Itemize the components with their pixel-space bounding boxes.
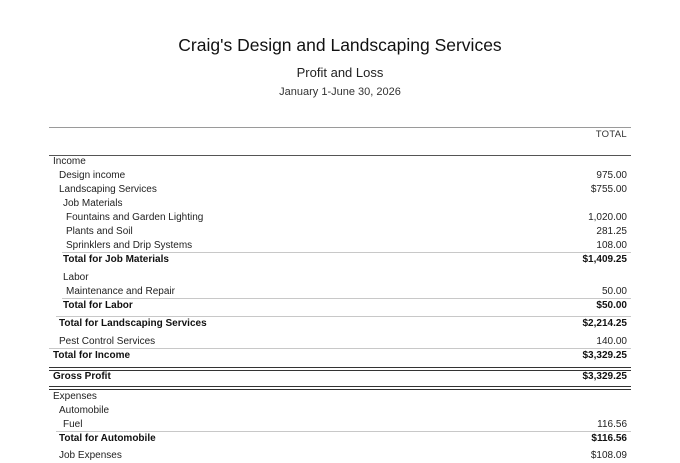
row-label: Job Materials [63,198,123,209]
report-title: Profit and Loss [296,65,384,80]
row-label: Total for Labor [63,300,133,311]
row-label: Automobile [59,405,110,416]
table-top-rule [49,127,631,128]
row-amount[interactable]: 975.00 [596,170,627,181]
row-total-automobile[interactable] [49,433,631,446]
row-labor[interactable] [49,272,631,285]
row-label: Total for Landscaping Services [59,318,207,329]
row-label: Gross Profit [53,371,111,382]
row-amount[interactable]: $1,409.25 [582,254,627,265]
row-label: Labor [63,272,89,283]
row-label: Total for Job Materials [63,254,169,265]
report-period: January 1-June 30, 2026 [279,86,401,98]
row-amount[interactable]: $50.00 [596,300,627,311]
row-label: Sprinklers and Drip Systems [66,240,193,251]
row-amount[interactable]: 1,020.00 [588,212,627,223]
row-total-job-materials[interactable] [49,254,631,267]
row-total-income[interactable] [49,350,631,363]
subtotal-rule [62,252,631,253]
row-amount[interactable]: 108.00 [596,240,627,251]
row-amount[interactable]: 116.56 [597,419,627,430]
row-landscaping-services[interactable] [49,184,631,197]
row-label: Total for Automobile [59,433,156,444]
company-name: Craig's Design and Landscaping Services [178,35,502,55]
row-job-materials[interactable] [49,198,631,211]
row-income[interactable] [49,156,631,169]
row-design-income[interactable] [49,170,631,183]
row-label: Total for Income [53,350,131,361]
row-total-labor[interactable] [49,300,631,313]
row-total-landscaping[interactable] [49,318,631,331]
row-label: Landscaping Services [59,184,157,195]
subtotal-rule [49,348,631,349]
row-amount[interactable]: $755.00 [590,184,627,195]
row-fountains[interactable] [49,212,631,225]
row-label: Maintenance and Repair [66,286,175,297]
row-label: Pest Control Services [59,336,156,347]
row-label: Fuel [63,419,83,430]
row-label: Expenses [53,391,97,402]
row-gross-profit[interactable] [49,371,631,384]
subtotal-rule [62,298,631,299]
row-expenses[interactable] [49,391,631,404]
row-amount[interactable]: 50.00 [601,286,627,297]
row-plants-soil[interactable] [49,226,631,239]
subtotal-rule [56,316,631,317]
row-amount[interactable]: $3,329.25 [582,350,627,361]
row-amount[interactable]: $2,214.25 [582,318,627,329]
row-job-expenses[interactable] [49,450,631,463]
row-label: Income [53,156,86,167]
row-amount[interactable]: 281.25 [596,226,627,237]
row-label: Design income [59,170,126,181]
row-label: Job Expenses [59,450,122,461]
double-rule [49,386,631,390]
subtotal-rule [56,431,631,432]
row-amount[interactable]: 140.00 [596,336,627,347]
row-amount[interactable]: $3,329.25 [582,371,627,382]
row-automobile[interactable] [49,405,631,418]
row-label: Plants and Soil [66,226,133,237]
row-amount[interactable]: $108.09 [590,450,627,461]
column-header-total[interactable]: TOTAL [595,129,627,140]
row-amount[interactable]: $116.56 [591,433,627,444]
row-label: Fountains and Garden Lighting [66,212,204,223]
